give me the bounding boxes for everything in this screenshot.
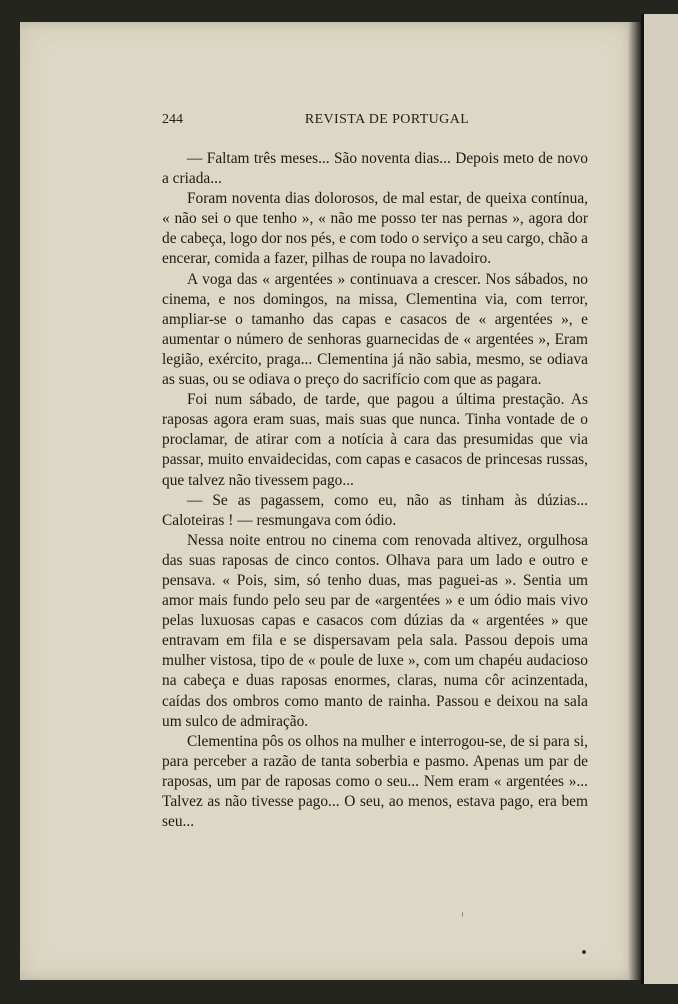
paragraph: Nessa noite entrou no cinema com renovada altivez, orgulhosa das suas raposas de cinco contos. Olhava para um lado e outro e pensava. « Pois, sim, só tenho duas, mas paguei-as ». Sentia um amor mais fundo pelo seu par de «argentées » e um ódio mais vivo pelas luxuosas capas e casacos com dúzias da « argentées » que entravam em fila e se dispersavam pela sala. Passou depois uma mulher vistosa, tipo de « poule de luxe », com um chapéu audacioso na cabeça e duas raposas enormes, claras, numa côr acinzentada, caídas dos ombros como manto de rainha. Passou e deixou na sala um sulco de admiração. [162, 531, 588, 730]
page-header [162, 112, 588, 134]
paper-speck [582, 950, 586, 954]
page-gutter [628, 22, 641, 980]
paragraph: — Se as pagassem, como eu, não as tinham às dúzias... Caloteiras ! — resmungava com ódio. [162, 491, 588, 529]
running-title: REVISTA DE PORTUGAL [304, 112, 470, 127]
next-page-edge [641, 14, 678, 984]
paper-speck [462, 912, 463, 917]
body-text [162, 149, 588, 832]
paragraph: Clementina pôs os olhos na mulher e interrogou-se, de si para si, para perceber a razão de tanta soberbia e pasmo. Apenas um par de raposas, um par de raposas como o seu... Nem eram « argentées »... Talvez as não tivesse pago... O seu, ao menos, estava pago, era bem seu... [162, 732, 588, 831]
paragraph: A voga das « argentées » continuava a crescer. Nos sábados, no cinema, e nos domingos, na missa, Clementina via, com terror, ampliar-se o tamanho das capas e casacos de « argentées », e aumentar o número de senhoras guarnecidas de « argentées », Eram legião, exército, praga... Clementina já não sabia, mesmo, se odiava as suas, ou se odiava o preço do sacrifício com que as pagara. [162, 270, 588, 389]
paragraph: — Faltam três meses... São noventa dias... Depois meto de novo a criada... [162, 150, 588, 188]
paragraph: Foi num sábado, de tarde, que pagou a última prestação. As raposas agora eram suas, mais suas que nunca. Tinha vontade de o proclamar, de atirar com a notícia à cara das presumidas que via passar, muito envaidecidas, com capas e casacos de princesas russas, que talvez não tivessem pago... [162, 391, 588, 489]
page-number: 244 [162, 112, 183, 127]
paragraph: Foram noventa dias dolorosos, de mal estar, de queixa contínua, « não sei o que tenho », « não me posso ter nas pernas », agora dor de cabeça, logo dor nos pés, e com todo o serviço a seu cargo, chão a encerar, comida a fazer, pilhas de roupa no lavadoiro. [162, 190, 588, 268]
